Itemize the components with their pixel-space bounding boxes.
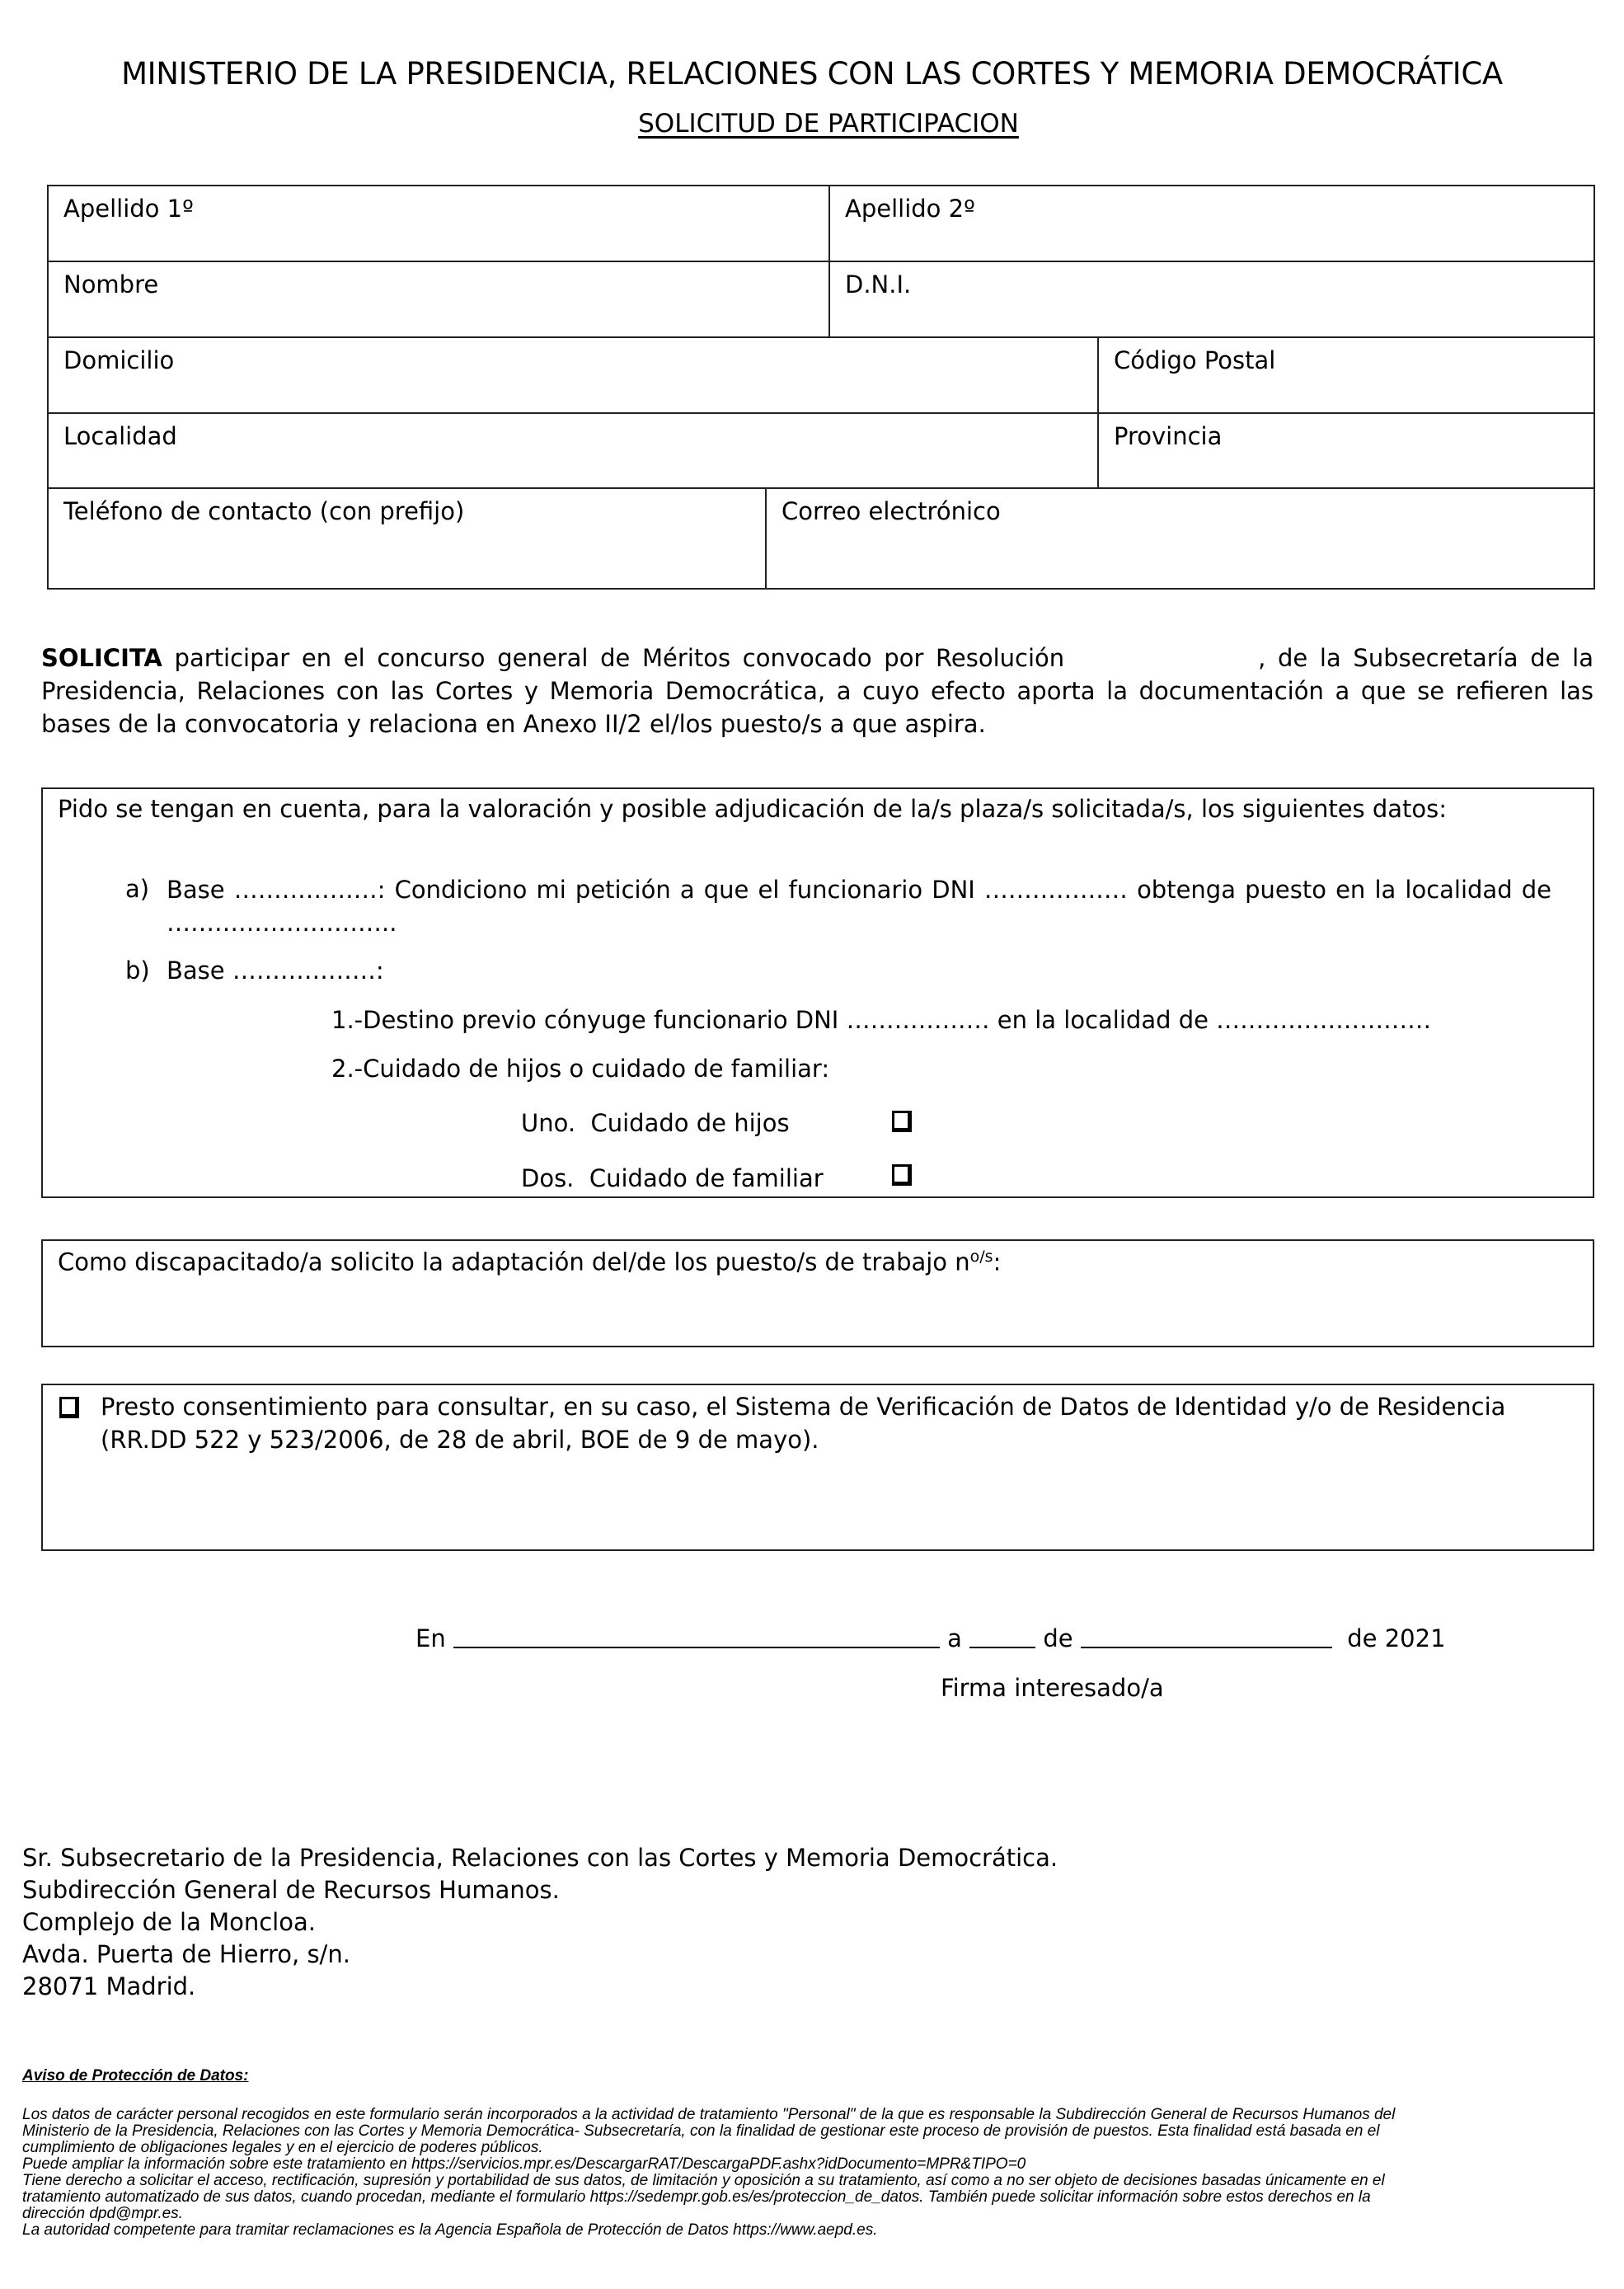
privacy-notice [22, 2107, 1395, 2239]
localidad-label: Localidad [63, 422, 177, 450]
apellido1-label: Apellido 1º [63, 195, 194, 223]
privacy-line: cumplimiento de obligaciones legales y en el ejercicio de poderes públicos. [22, 2139, 543, 2156]
mes-input[interactable] [1081, 1625, 1332, 1648]
option-b-item2: 2.-Cuidado de hijos o cuidado de familiar: [331, 1055, 830, 1083]
privacy-line: La autoridad competente para tramitar reclamaciones es la Agencia Española de Protección de Datos https://www.aepd.es. [22, 2221, 878, 2239]
solicita-text: participar en el concurso general de Méritos convocado por Resolución , de la Subsecretaría de la Presidencia, Relaciones con las Cortes y Memoria Democrática, a cuyo efecto aporta la documentación a que se refieren las bases de la convocatoria y relaciona en Anexo II/2 el/los puesto/s a que aspira. [41, 644, 1602, 738]
apellido1-field[interactable] [47, 185, 830, 262]
solicita-paragraph [41, 642, 1602, 740]
domicilio-label: Domicilio [63, 346, 175, 374]
uno-label [521, 1109, 790, 1137]
dos-marker: Dos. [521, 1164, 575, 1192]
address-line: Avda. Puerta de Hierro, s/n. [22, 1940, 350, 1968]
address-line: Subdirección General de Recursos Humanos. [22, 1876, 560, 1904]
uno-text: Cuidado de hijos [590, 1109, 790, 1137]
correo-field[interactable] [765, 487, 1595, 590]
codigo-postal-field[interactable] [1097, 336, 1595, 414]
option-a-marker: a) [125, 875, 150, 903]
privacy-title: Aviso de Protección de Datos: [22, 2067, 249, 2085]
dia-input[interactable] [969, 1625, 1035, 1648]
uno-marker: Uno. [521, 1109, 576, 1137]
en-label: En [415, 1624, 446, 1652]
privacy-line: Los datos de carácter personal recogidos en este formulario serán incorporados a la actividad de tratamiento "Personal" de la que es responsable la Subdirección General de Recursos Humanos del [22, 2106, 1396, 2123]
dni-field[interactable] [828, 261, 1595, 338]
consentimiento-checkbox[interactable] [59, 1397, 79, 1418]
option-b-text: Base ………………: [167, 956, 384, 985]
address-line: Complejo de la Moncloa. [22, 1908, 316, 1936]
dni-label: D.N.I. [845, 270, 912, 298]
option-a-text: Base ………………: Condiciono mi petición a que el funcionario DNI ……………… obtenga puesto en la localidad de ……………………….. [167, 876, 1551, 937]
cuidado-hijos-checkbox[interactable] [892, 1111, 912, 1132]
option-b-marker: b) [125, 956, 150, 985]
consentimiento-box [41, 1384, 1594, 1551]
de-label: de [1043, 1624, 1073, 1652]
lugar-input[interactable] [453, 1625, 940, 1648]
localidad-field[interactable] [47, 412, 1099, 489]
apellido2-field[interactable] [828, 185, 1595, 262]
lugar-fecha-line [415, 1624, 1446, 1652]
form-title-text: SOLICITUD DE PARTICIPACION [638, 109, 1019, 139]
telefono-label: Teléfono de contacto (con prefijo) [63, 497, 465, 525]
discapacidad-box[interactable] [41, 1239, 1594, 1347]
provincia-label: Provincia [1114, 422, 1223, 450]
option-b-item1: 1.-Destino previo cónyuge funcionario DNI ……………… en la localidad de ……………………… [331, 1006, 1432, 1034]
privacy-line: dirección dpd@mpr.es. [22, 2205, 183, 2222]
ministry-heading: MINISTERIO DE LA PRESIDENCIA, RELACIONES CON LAS CORTES Y MEMORIA DEMOCRÁTICA [121, 56, 1503, 92]
firma-label: Firma interesado/a [941, 1674, 1164, 1702]
nombre-field[interactable] [47, 261, 830, 338]
provincia-field[interactable] [1097, 412, 1595, 489]
apellido2-label: Apellido 2º [845, 195, 975, 223]
nombre-label: Nombre [63, 270, 159, 298]
discapacidad-label: Como discapacitado/a solicito la adaptación del/de los puesto/s de trabajo n [58, 1248, 970, 1276]
discapacidad-colon: : [993, 1248, 1002, 1276]
a-label: a [947, 1624, 962, 1652]
privacy-line: tratamiento automatizado de sus datos, cuando procedan, mediante el formulario https://sedempr.gob.es/es/proteccion_de_datos. También puede solicitar información sobre estos derechos en la [22, 2188, 1371, 2206]
consentimiento-text: Presto consentimiento para consultar, en su caso, el Sistema de Verificación de Datos de Identidad y/o de Residencia (RR.DD 522 y 523/2006, de 28 de abril, BOE de 9 de mayo). [101, 1393, 1506, 1454]
address-line: 28071 Madrid. [22, 1972, 196, 2000]
address-line: Sr. Subsecretario de la Presidencia, Relaciones con las Cortes y Memoria Democrática. [22, 1844, 1058, 1872]
dos-text: Cuidado de familiar [589, 1164, 824, 1192]
telefono-field[interactable] [47, 487, 767, 590]
address-block [22, 1842, 1058, 2003]
year-label: de 2021 [1347, 1624, 1446, 1652]
correo-label: Correo electrónico [781, 497, 1001, 525]
dos-label [521, 1164, 824, 1192]
codigo-postal-label: Código Postal [1114, 346, 1276, 374]
valoracion-box [41, 787, 1594, 1198]
privacy-line: Ministerio de la Presidencia, Relaciones con las Cortes y Memoria Democrática- Subsecretaría, con la finalidad de gestionar este proceso de provisión de puestos. Esta finalidad está basada en el [22, 2122, 1380, 2140]
form-title [0, 109, 1624, 139]
privacy-line: Tiene derecho a solicitar el acceso, rectificación, supresión y portabilidad de sus datos, de limitación y oposición a su tratamiento, así como a no ser objeto de decisiones basadas únicamente en el [22, 2172, 1385, 2189]
discapacidad-sup: o/s [969, 1248, 993, 1266]
solicita-bold: SOLICITA [41, 644, 162, 672]
cuidado-familiar-checkbox[interactable] [892, 1164, 912, 1186]
valoracion-intro: Pido se tengan en cuenta, para la valoración y posible adjudicación de la/s plaza/s solicitada/s, los siguientes datos: [58, 795, 1448, 823]
privacy-line: Puede ampliar la información sobre este tratamiento en https://servicios.mpr.es/DescargarRAT/DescargaPDF.ashx?idDocumento=MPR&TIPO=0 [22, 2155, 1026, 2173]
domicilio-field[interactable] [47, 336, 1099, 414]
discapacidad-text [58, 1248, 1001, 1276]
